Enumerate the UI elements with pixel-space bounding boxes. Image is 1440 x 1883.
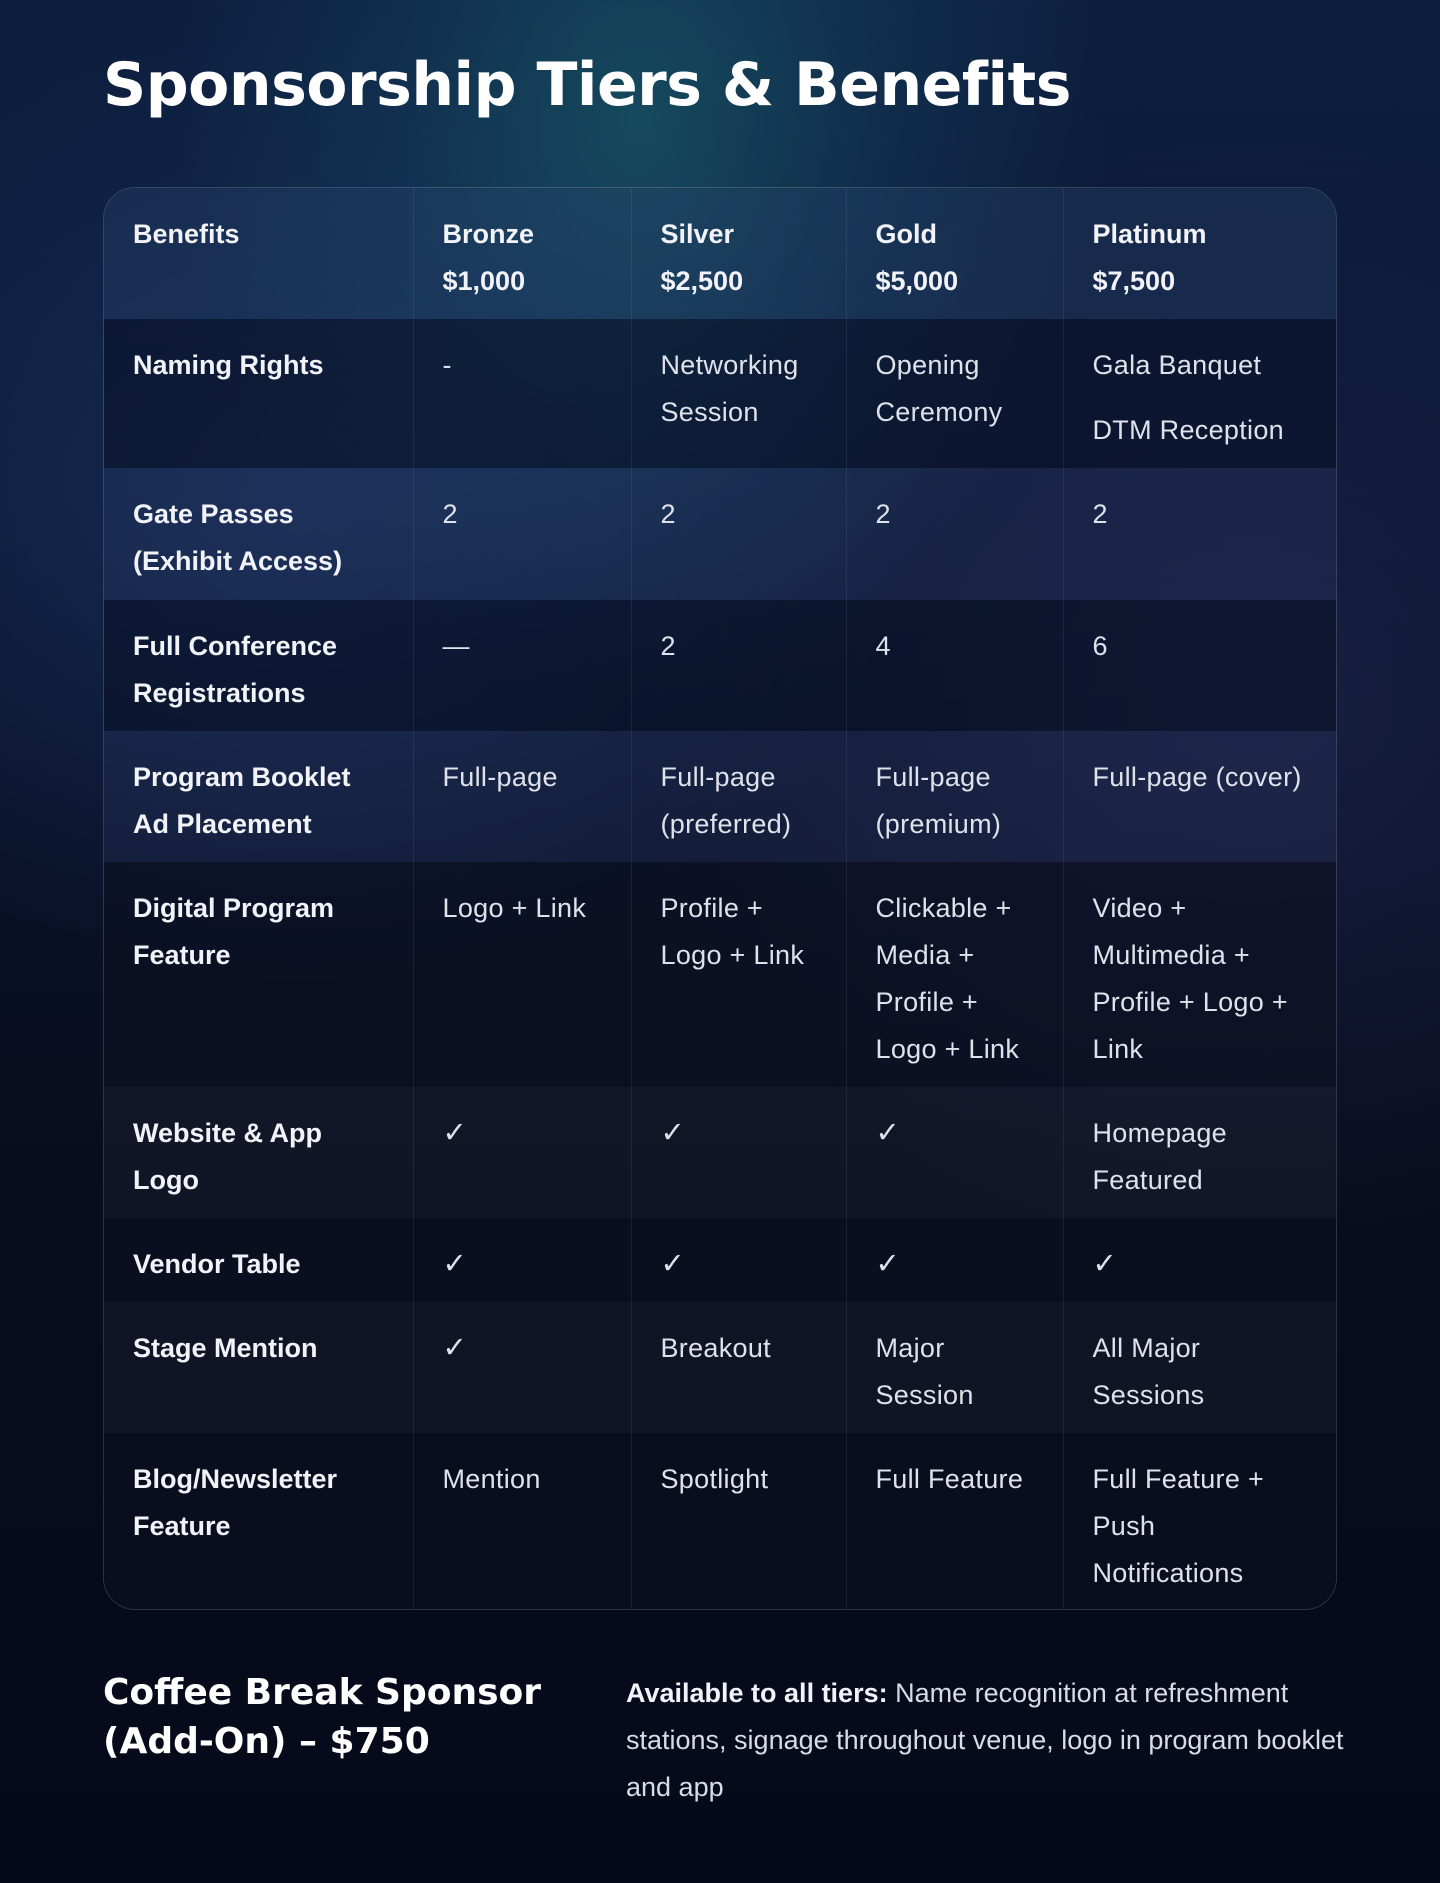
cell-gold: Major Session <box>846 1302 1063 1433</box>
cell-gold: 2 <box>846 468 1063 600</box>
tier-price: $7,500 <box>1092 266 1176 296</box>
check-icon: ✓ <box>846 1087 1063 1218</box>
row-label: Program Booklet Ad Placement <box>104 731 413 862</box>
cell-silver: Full-page (preferred) <box>631 731 846 862</box>
cell-bronze: — <box>413 600 631 731</box>
cell-bronze: - <box>413 319 631 468</box>
cell-gold: Opening Ceremony <box>846 319 1063 468</box>
cell-platinum: Full-page (cover) <box>1063 731 1337 862</box>
sponsorship-table <box>104 188 1337 1610</box>
cell-silver: Spotlight <box>631 1433 846 1610</box>
row-label: Naming Rights <box>104 319 413 468</box>
row-label: Gate Passes (Exhibit Access) <box>104 468 413 600</box>
check-icon: ✓ <box>413 1302 631 1433</box>
page-title: Sponsorship Tiers & Benefits <box>103 50 1071 120</box>
addon-title: Coffee Break Sponsor (Add-On) – $750 <box>103 1672 542 1762</box>
cell-silver: Profile + Logo + Link <box>631 862 846 1087</box>
addon-description-text: Name recognition at refreshment stations, signage throughout venue, logo in program booklet and app <box>626 1678 1344 1802</box>
cell-platinum: Homepage Featured <box>1063 1087 1337 1218</box>
cell-bronze: 2 <box>413 468 631 600</box>
cell-bronze: Mention <box>413 1433 631 1610</box>
check-icon: ✓ <box>631 1218 846 1302</box>
row-label: Blog/Newsletter Feature <box>104 1433 413 1610</box>
cell-gold: Full-page (premium) <box>846 731 1063 862</box>
check-icon: ✓ <box>413 1087 631 1218</box>
check-icon: ✓ <box>1063 1218 1337 1302</box>
tier-price: $1,000 <box>442 266 526 296</box>
header-benefits: Benefits <box>104 188 413 319</box>
check-icon: ✓ <box>631 1087 846 1218</box>
table-row-full-conference-registrations <box>104 600 1337 731</box>
row-label: Digital Program Feature <box>104 862 413 1087</box>
cell-silver: 2 <box>631 468 846 600</box>
header-tier-gold <box>846 188 1063 319</box>
cell-platinum: Video + Multimedia + Profile + Logo + Link <box>1063 862 1337 1087</box>
check-icon: ✓ <box>413 1218 631 1302</box>
table-header-row <box>104 188 1337 319</box>
header-tier-platinum <box>1063 188 1337 319</box>
addon-description-label: Available to all tiers: <box>626 1678 888 1708</box>
table-row-gate-passes <box>104 468 1337 600</box>
header-tier-silver <box>631 188 846 319</box>
cell-gold: Full Feature <box>846 1433 1063 1610</box>
cell-bronze: Full-page <box>413 731 631 862</box>
sponsorship-table-card <box>103 187 1337 1610</box>
check-icon: ✓ <box>846 1218 1063 1302</box>
cell-platinum: 6 <box>1063 600 1337 731</box>
cell-silver: 2 <box>631 600 846 731</box>
addon-description <box>626 1670 1346 1811</box>
table-row-blog-newsletter-feature <box>104 1433 1337 1610</box>
table-row-program-booklet-ad <box>104 731 1337 862</box>
cell-platinum: Gala Banquet DTM Reception <box>1063 319 1337 468</box>
header-tier-bronze <box>413 188 631 319</box>
cell-bronze: Logo + Link <box>413 862 631 1087</box>
table-row-website-app-logo <box>104 1087 1337 1218</box>
row-label: Website & App Logo <box>104 1087 413 1218</box>
cell-platinum: All Major Sessions <box>1063 1302 1337 1433</box>
tier-name: Bronze <box>442 219 535 249</box>
cell-gold: Clickable + Media + Profile + Logo + Link <box>846 862 1063 1087</box>
cell-silver: Networking Session <box>631 319 846 468</box>
table-row-vendor-table <box>104 1218 1337 1302</box>
cell-platinum: Full Feature + Push Notifications <box>1063 1433 1337 1610</box>
tier-price: $5,000 <box>875 266 959 296</box>
row-label: Full Conference Registrations <box>104 600 413 731</box>
table-row-digital-program-feature <box>104 862 1337 1087</box>
row-label: Stage Mention <box>104 1302 413 1433</box>
table-row-naming-rights <box>104 319 1337 468</box>
cell-gold: 4 <box>846 600 1063 731</box>
tier-name: Silver <box>660 219 735 249</box>
table-row-stage-mention <box>104 1302 1337 1433</box>
tier-name: Platinum <box>1092 219 1207 249</box>
cell-silver: Breakout <box>631 1302 846 1433</box>
tier-name: Gold <box>875 219 937 249</box>
row-label: Vendor Table <box>104 1218 413 1302</box>
cell-platinum: 2 <box>1063 468 1337 600</box>
tier-price: $2,500 <box>660 266 744 296</box>
